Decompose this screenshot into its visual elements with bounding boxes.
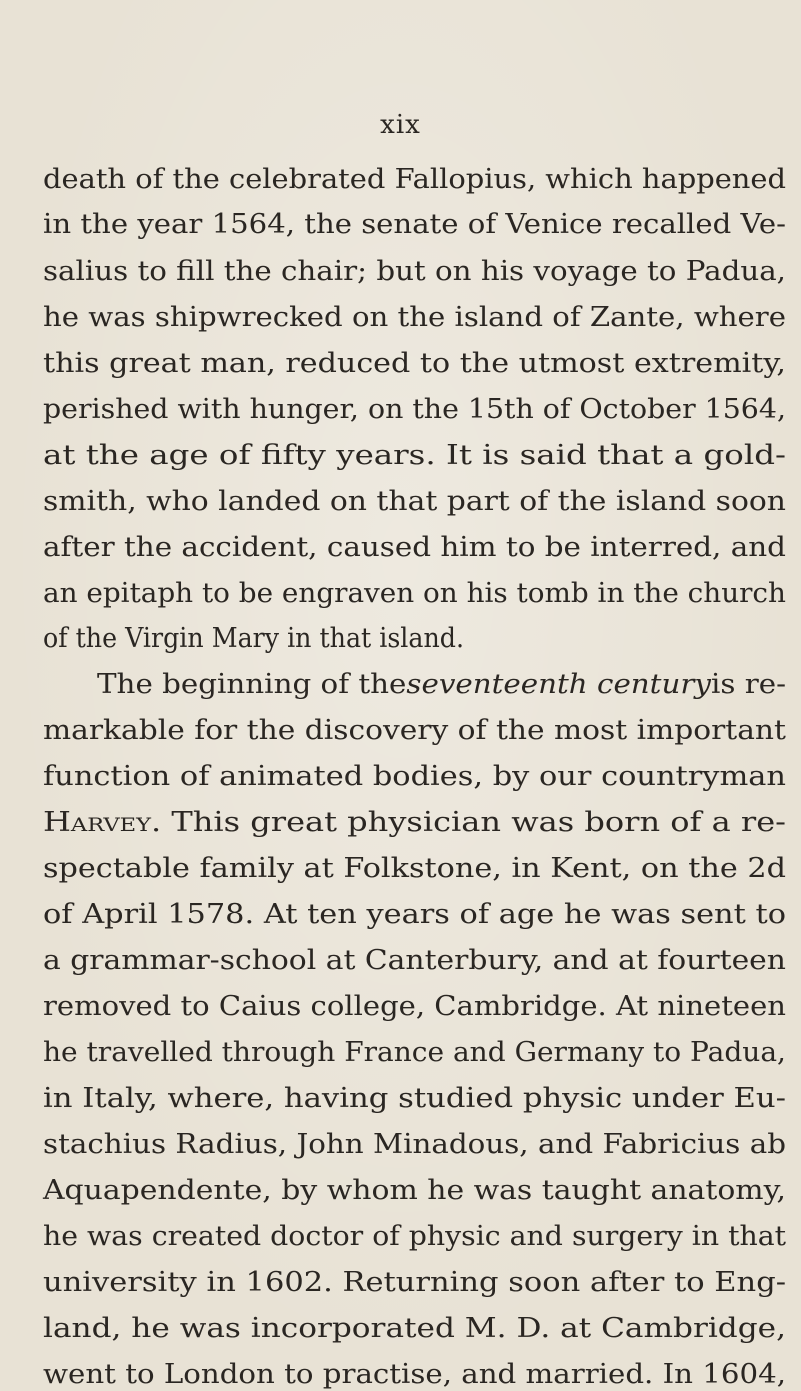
text-segment: this great man, reduced to the utmost extremity, [43,348,787,379]
text-segment: an epitaph to be engraven on his tomb in the church [43,578,786,609]
text-line [43,987,786,1027]
text-line [43,849,787,889]
text-line [43,298,787,338]
text-segment: in Italy, where, having studied physic under Eu- [43,1083,787,1114]
text-segment: of April 1578. At ten years of age he was sent to [43,899,787,930]
text-segment: stachius Radius, John Minadous, and Fabricius ab [43,1129,786,1160]
text-line [43,711,786,751]
text-segment: function of animated bodies, by our countryman [43,761,787,792]
text-line [43,1033,786,1073]
text-line [43,252,786,292]
text-line [43,1217,787,1257]
text-line [43,160,787,200]
text-line [43,528,786,568]
text-segment: in the year 1564, the senate of Venice recalled Ve- [43,209,786,240]
text-segment: removed to Caius college, Cambridge. At nineteen [43,991,786,1022]
text-line [43,941,786,981]
text-line [43,1355,787,1391]
text-segment: spectable family at Folkstone, in Kent, on the 2d [43,853,787,884]
text-segment-small-caps: Harvey [43,807,152,838]
text-segment: Aquapendente, by whom he was taught anatomy, [43,1175,787,1206]
text-segment: salius to fill the chair; but on his voyage to Padua, [43,256,786,287]
text-segment: of the Virgin Mary in that island. [43,623,464,654]
text-line [43,390,786,430]
text-segment: markable for the discovery of the most important [43,715,786,746]
text-line [43,895,787,935]
text-line [43,757,787,797]
text-line [43,803,786,843]
text-segment: smith, who landed on that part of the island soon [43,486,786,517]
text-line [43,436,786,476]
text-segment: . This great physician was born of a re- [151,807,786,838]
text-segment: after the accident, caused him to be interred, and [43,532,786,563]
text-segment: he was shipwrecked on the island of Zante, where [43,302,787,333]
text-line [43,1263,787,1303]
text-segment: is re- [710,669,787,700]
text-segment: land, he was incorporated M. D. at Cambridge, [43,1313,786,1344]
text-segment: death of the celebrated Fallopius, which happened [43,164,787,195]
text-segment: The beginning of the [97,669,407,700]
text-segment: he travelled through France and Germany to Padua, [43,1037,786,1068]
text-line [43,482,786,522]
text-line [43,1309,786,1349]
text-line [43,1079,787,1119]
text-segment-italic: seventeenth century [406,669,711,700]
text-segment: he was created doctor of physic and surgery in that [43,1221,787,1252]
text-line [43,1171,787,1211]
text-line [43,574,786,614]
text-segment: a grammar-school at Canterbury, and at fourteen [43,945,786,976]
text-line [43,1125,786,1165]
page-number: xix [380,110,421,140]
text-line [43,205,786,245]
text-line [43,344,787,384]
text-segment: went to London to practise, and married. In 1604, [43,1359,787,1390]
text-segment: at the age of fifty years. It is said that a gold- [43,440,786,471]
text-line [43,619,492,659]
text-segment: university in 1602. Returning soon after to Eng- [43,1267,787,1298]
text-line [97,665,787,705]
text-segment: perished with hunger, on the 15th of October 1564, [43,394,786,425]
